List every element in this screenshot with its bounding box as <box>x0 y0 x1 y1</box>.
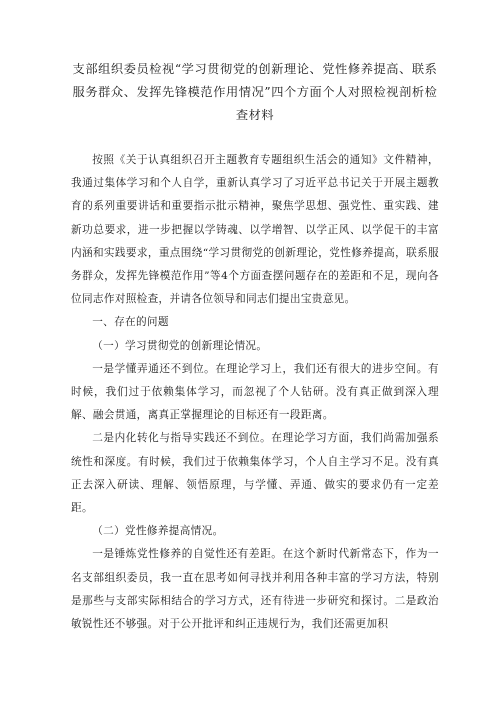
body-paragraph: 一是学懂弄通还不到位。在理论学习上，我们还有很大的进步空间。有时候，我们过于依赖集体学习，而忽视了个人钻研。没有真正做到深入理解、融会贯通，离真正掌握理论的目标还有一段距离。 <box>71 362 439 422</box>
intro-paragraph: 按照《关于认真组织召开主题教育专题组织生活会的通知》文件精神，我通过集体学习和个人自学，重新认真学习了习近平总书记关于开展主题教育的系列重要讲话和重要指示批示精神，聚焦学思想、强党性、重实践、建新功总要求，进一步把握以学铸魂、以学增智、以学正风、以学促干的丰富内涵和实践要求，重点围绕“学习贯彻党的创新理论，党性修养提高，联系服务群众，发挥先锋模范作用”等4个方面查摆问题存在的差距和不足，现向各位同志作对照检查，并请各位领导和同志们提出宝贵意见。 <box>71 154 439 306</box>
body-paragraph: 一是锤炼党性修养的自觉性还有差距。在这个新时代新常态下，作为一名支部组织委员，我一直在思考如何寻找并利用各种丰富的学习方法，特别是那些与支部实际相结合的学习方式，还有待进一步研究和探讨。二是政治敏锐性还不够强。对于公开批评和纠正违规行为，我们还需更加积 <box>71 548 439 631</box>
section-heading: 一、存在的问题 <box>92 316 169 329</box>
title-line: 支部组织委员检视“学习贯彻党的创新理论、党性修养提高、联系 <box>72 62 438 76</box>
body-paragraph: 二是内化转化与指导实践还不到位。在理论学习方面，我们尚需加强系统性和深度。有时候，我们过于依赖集体学习，个人自主学习不足。没有真正去深入研读、理解、领悟原理，与学懂、弄通、做实的要求仍有一定差距。 <box>71 432 439 515</box>
document-title <box>71 58 439 127</box>
title-line: 服务群众、发挥先锋模范作用情况”四个方面个人对照检视剖析检 <box>72 85 438 99</box>
subsection-heading: （二）党性修养提高情况。 <box>92 525 224 538</box>
subsection-heading: （一）学习贯彻党的创新理论情况。 <box>92 339 268 352</box>
title-line: 查材料 <box>235 108 275 122</box>
